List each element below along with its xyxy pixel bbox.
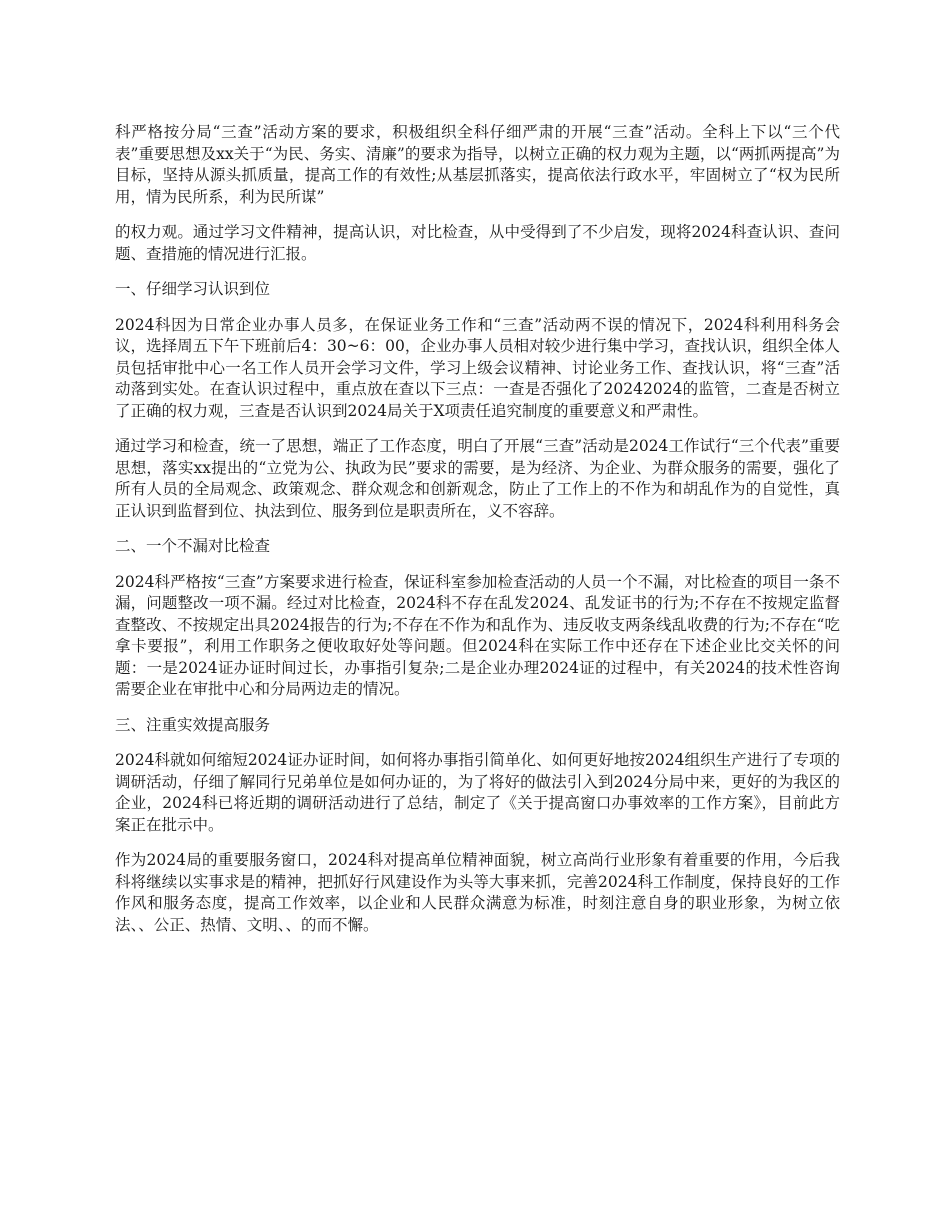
body-paragraph: 科严格按分局“三查”活动方案的要求，积极组织全科仔细严肃的开展“三查”活动。全科上下以“三个代表”重要思想及xx关于“为民、务实、清廉”的要求为指导，以树立正确的权力观为主题，以“两抓两提高”为目标，坚持从源头抓质量，提高工作的有效性;从基层抓落实，提高依法行政水平，牢固树立了“权为民所用，情为民所系，利为民所谋” (115, 123, 840, 206)
document-page (115, 122, 840, 950)
body-paragraph: 2024科就如何缩短2024证办证时间，如何将办事指引简单化、如何更好地按2024组织生产进行了专项的调研活动，仔细了解同行兄弟单位是如何办证的，为了将好的做法引入到2024分局中来，更好的为我区的企业，2024科已将近期的调研活动进行了总结，制定了《关于提高窗口办事效率的工作方案》，目前此方案正在批示中。 (115, 751, 840, 834)
body-paragraph: 通过学习和检查，统一了思想，端正了工作态度，明白了开展“三查”活动是2024工作试行“三个代表”重要思想，落实xx提出的“立党为公、执政为民”要求的需要，是为经济、为企业、为群众服务的需要，强化了所有人员的全局观念、政策观念、群众观念和创新观念，防止了工作上的不作为和胡乱作为的自觉性，真正认识到监督到位、执法到位、服务到位是职责所在，义不容辞。 (115, 437, 840, 520)
section-heading: 三、注重实效提高服务 (115, 715, 271, 734)
body-paragraph: 作为2024局的重要服务窗口，2024科对提高单位精神面貌，树立高尚行业形象有着重要的作用，今后我科将继续以实事求是的精神，把抓好行风建设作为头等大事来抓，完善2024科工作制度，保持良好的工作作风和服务态度，提高工作效率，以企业和人民群众满意为标准，时刻注意自身的职业形象，为树立依法、、公正、热情、文明、、的而不懈。 (115, 851, 840, 934)
section-heading: 一、仔细学习认识到位 (115, 280, 271, 298)
body-paragraph: 2024科因为日常企业办事人员多，在保证业务工作和“三查”活动两不误的情况下，2024科利用科务会议，选择周五下午下班前后4：30~6：00，企业办事人员相对较少进行集中学习，查找认识，组织全体人员包括审批中心一名工作人员开会学习文件，学习上级会议精神、讨论业务工作、查找认识，将“三查”活动落到实处。在查认识过程中，重点放在查以下三点：一查是否强化了20242024的监管，二查是否树立了正确的权力观，三查是否认识到2024局关于X项责任追究制度的重要意义和严肃性。 (115, 315, 840, 420)
body-paragraph: 的权力观。通过学习文件精神，提高认识，对比检查，从中受得到了不少启发，现将2024科查认识、查问题、查措施的情况进行汇报。 (115, 223, 840, 263)
section-heading: 二、一个不漏对比检查 (115, 537, 271, 555)
body-paragraph: 2024科严格按“三查”方案要求进行检查，保证科室参加检查活动的人员一个不漏，对比检查的项目一条不漏，问题整改一项不漏。经过对比检查，2024科不存在乱发2024、乱发证书的行为;不存在不按规定监督查整改、不按规定出具2024报告的行为;不存在不作为和乱作为、违反收支两条线乱收费的行为;不存在“吃拿卡要报”，利用工作职务之便收取好处等问题。但2024科在实际工作中还存在下述企业比交关怀的问题：一是2024证办证时间过长，办事指引复杂;二是企业办理2024证的过程中，有关2024的技术性咨询需要企业在审批中心和分局两边走的情况。 (115, 572, 840, 698)
